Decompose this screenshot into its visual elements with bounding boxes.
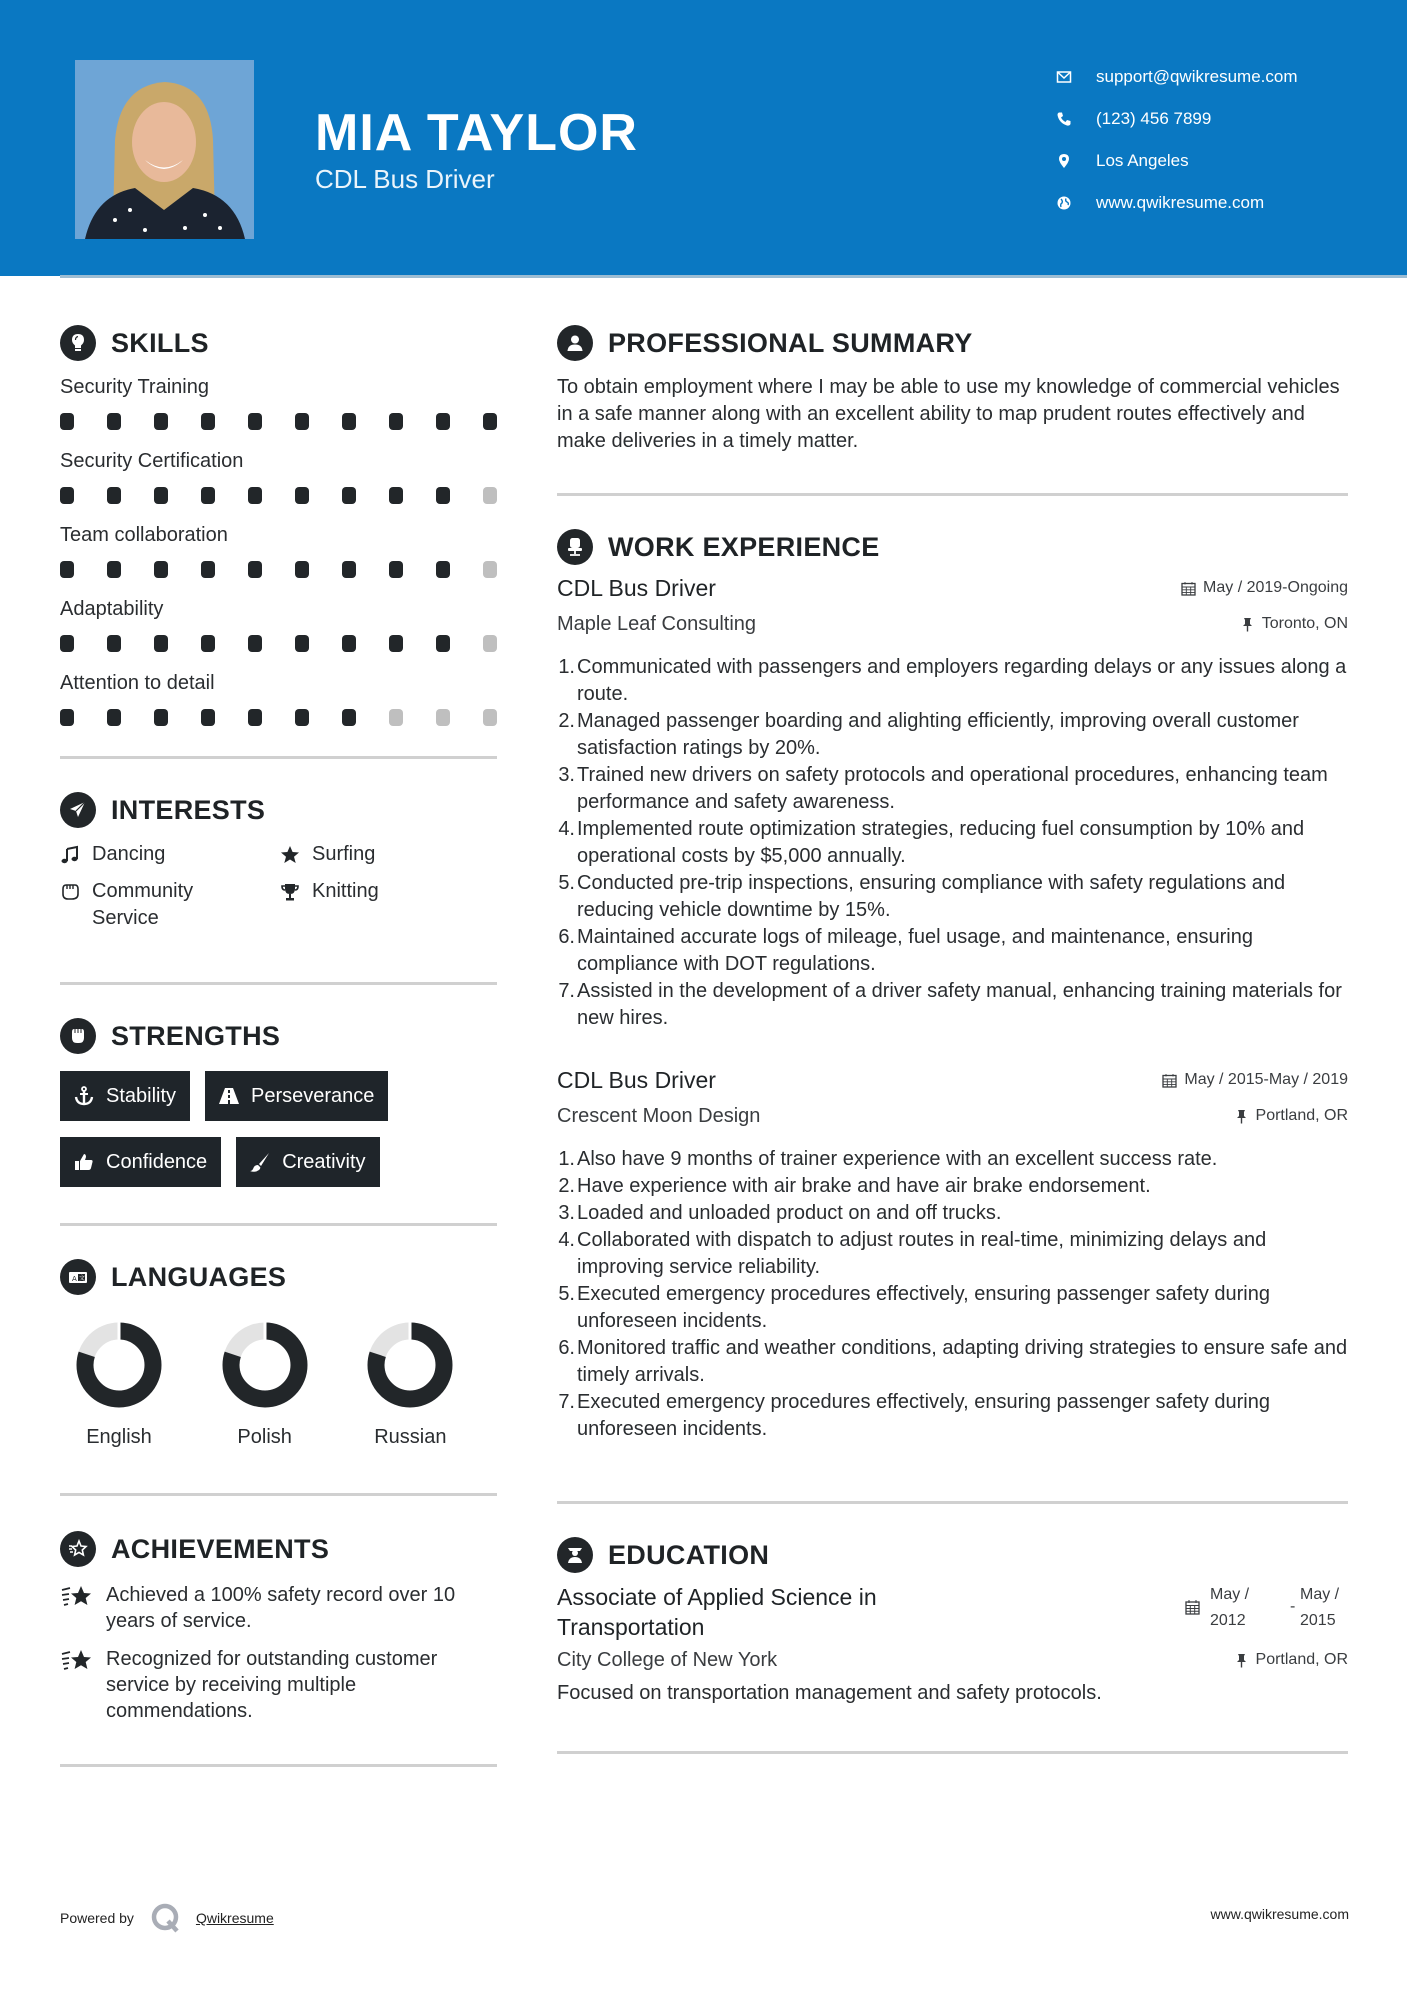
skill-item <box>60 594 497 662</box>
language-proficiency-ring <box>222 1322 308 1408</box>
rating-dot-filled <box>295 561 309 578</box>
skill-name: Adaptability <box>60 598 164 620</box>
end-date <box>1300 1582 1348 1634</box>
job-bullet-text: Monitored traffic and weather conditions, adapting driving strategies to ensure safe and timely arrivals. <box>577 1337 1348 1386</box>
translate-icon <box>60 1259 96 1295</box>
job-entry <box>557 570 1348 1032</box>
rating-dot-filled <box>154 709 168 726</box>
rating-dot-filled <box>107 487 121 504</box>
rating-dot-filled <box>60 709 74 726</box>
summary-section <box>557 320 1348 455</box>
interests-grid <box>60 841 497 932</box>
paper-plane-icon <box>60 792 96 828</box>
summary-heading <box>557 320 1348 366</box>
rating-dot-filled <box>342 487 356 504</box>
job-bullet-text: Trained new drivers on safety protocols and operational procedures, enhancing team performance and safety awareness. <box>577 764 1328 813</box>
section-divider <box>60 756 497 759</box>
rating-dot-filled <box>436 635 450 652</box>
job-bullet: 1. Also have 9 months of trainer experience with an excellent success rate. <box>557 1146 1348 1173</box>
svg-text:文: 文 <box>79 1275 86 1282</box>
rating-dot-filled <box>389 635 403 652</box>
degree-title: Associate of Applied Science in Transportation <box>557 1584 877 1640</box>
rating-dot-filled <box>201 561 215 578</box>
job-company-row <box>557 606 1348 642</box>
skill-item <box>60 520 497 588</box>
job-bullets <box>557 654 1348 1032</box>
right-column <box>557 320 1348 1754</box>
rating-dot-filled <box>107 413 121 430</box>
skill-rating <box>60 402 497 440</box>
contact-email[interactable] <box>1054 56 1298 98</box>
rating-dot-empty <box>483 561 497 578</box>
contact-phone-text: (123) 456 7899 <box>1096 109 1212 128</box>
job-bullet-text: Executed emergency procedures effectively, ensuring passenger safety during unforeseen incidents. <box>577 1391 1270 1440</box>
trophy-icon <box>280 878 302 905</box>
language-proficiency-ring <box>367 1322 453 1408</box>
strength-badge <box>60 1071 190 1121</box>
job-bullet: 4. Collaborated with dispatch to adjust routes in real-time, minimizing delays and improving service reliability. <box>557 1227 1348 1281</box>
job-bullet: 3. Trained new drivers on safety protocols and operational procedures, enhancing team performance and safety awareness. <box>557 762 1348 816</box>
experience-title: WORK EXPERIENCE <box>608 531 880 562</box>
strength-label: Stability <box>106 1084 177 1107</box>
job-bullet-text: Executed emergency procedures effectively, ensuring passenger safety during unforeseen incidents. <box>577 1283 1270 1332</box>
contact-website[interactable] <box>1054 182 1298 224</box>
contact-location-text: Los Angeles <box>1096 151 1189 170</box>
job-bullet: 6. Maintained accurate logs of mileage, fuel usage, and maintenance, ensuring compliance with DOT regulations. <box>557 924 1348 978</box>
education-dates <box>1185 1582 1348 1634</box>
footer-powered-by <box>60 1902 274 1934</box>
anchor-icon <box>72 1084 96 1108</box>
job-bullet: 7. Assisted in the development of a driver safety manual, enhancing training materials for new hires. <box>557 978 1348 1032</box>
job-bullet-text: Communicated with passengers and employers regarding delays or any issues along a route. <box>577 656 1347 705</box>
fist-icon <box>60 1018 96 1054</box>
job-list <box>557 570 1348 1443</box>
interests-title: INTERESTS <box>111 794 266 825</box>
interest-label: Knitting <box>312 880 379 902</box>
skill-name: Security Training <box>60 376 209 398</box>
school-name: City College of New York <box>557 1649 778 1671</box>
strengths-section <box>60 1013 497 1187</box>
rating-dot-filled <box>107 635 121 652</box>
job-bullet: 1. Communicated with passengers and employers regarding delays or any issues along a route. <box>557 654 1348 708</box>
svg-text:A: A <box>72 1275 77 1283</box>
achievement-text: Recognized for outstanding customer service by receiving multiple commendations. <box>106 1648 438 1722</box>
job-bullets <box>557 1146 1348 1443</box>
start-month: May / <box>1210 1586 1250 1603</box>
strengths-heading <box>60 1013 497 1059</box>
education-description: Focused on transportation management and safety protocols. <box>557 1682 1102 1704</box>
achievement-item <box>60 1582 497 1634</box>
contact-website-text: www.qwikresume.com <box>1096 193 1265 212</box>
strength-badge <box>236 1137 379 1187</box>
rating-dot-filled <box>295 487 309 504</box>
calendar-icon <box>1162 1073 1177 1088</box>
school-row <box>557 1642 1348 1678</box>
skills-list <box>60 372 497 736</box>
thumbs-up-icon <box>72 1150 96 1174</box>
rating-dot-filled <box>248 413 262 430</box>
rating-dot-filled <box>60 635 74 652</box>
language-item <box>351 1322 497 1449</box>
job-bullet-text: Managed passenger boarding and alighting efficiently, improving overall customer satisfaction ratings by 20%. <box>577 710 1299 759</box>
language-proficiency-ring <box>76 1322 162 1408</box>
interests-section <box>60 787 497 932</box>
rating-dot-filled <box>60 413 74 430</box>
experience-section <box>557 524 1348 1443</box>
rating-dot-filled <box>389 487 403 504</box>
job-bullet-text: Implemented route optimization strategies, reducing fuel consumption by 10% and operational costs by $5,000 annually. <box>577 818 1305 867</box>
contact-location <box>1054 140 1298 182</box>
rating-dot-filled <box>436 487 450 504</box>
qwikresume-logo-icon <box>150 1902 182 1934</box>
achievements-section <box>60 1526 497 1724</box>
strength-label: Creativity <box>282 1150 366 1173</box>
rating-dot-empty <box>483 709 497 726</box>
interest-label: Dancing <box>92 843 166 865</box>
job-location <box>1234 1107 1348 1125</box>
rating-dot-filled <box>248 635 262 652</box>
rating-dot-filled <box>389 413 403 430</box>
job-entry <box>557 1062 1348 1443</box>
job-bullet: 7. Executed emergency procedures effectively, ensuring passenger safety during unforeseen incidents. <box>557 1389 1348 1443</box>
job-title-row <box>557 570 1348 606</box>
interest-item <box>60 841 280 868</box>
achievement-text: Achieved a 100% safety record over 10 years of service. <box>106 1584 456 1632</box>
music-note-icon <box>60 841 82 868</box>
job-location <box>1240 615 1348 633</box>
job-bullet-text: Also have 9 months of trainer experience with an excellent success rate. <box>577 1148 1218 1170</box>
rating-dot-filled <box>107 709 121 726</box>
job-bullet: 2. Have experience with air brake and have air brake endorsement. <box>557 1173 1348 1200</box>
education-heading <box>557 1532 1348 1578</box>
school-location <box>1234 1651 1348 1669</box>
rating-dot-empty <box>483 635 497 652</box>
job-company-row <box>557 1098 1348 1134</box>
job-title: CDL Bus Driver <box>557 575 716 601</box>
skill-name: Team collaboration <box>60 524 228 546</box>
skill-item <box>60 668 497 736</box>
section-divider <box>60 1223 497 1226</box>
qwikresume-link[interactable]: Qwikresume <box>195 1910 274 1926</box>
job-dates-text: May / 2015-May / 2019 <box>1184 1071 1348 1088</box>
job-bullet-text: Assisted in the development of a driver safety manual, enhancing training materials for new hires. <box>577 980 1342 1029</box>
end-month: May / <box>1300 1586 1340 1603</box>
job-dates-text: May / 2019-Ongoing <box>1203 579 1348 596</box>
section-divider <box>557 1751 1348 1754</box>
office-chair-icon <box>557 529 593 565</box>
job-bullet-text: Conducted pre-trip inspections, ensuring compliance with safety regulations and reducing vehicle downtime by 15%. <box>577 872 1286 921</box>
section-divider <box>557 1501 1348 1504</box>
end-year: 2015 <box>1300 1612 1336 1629</box>
interest-label: Surfing <box>312 843 376 865</box>
language-name: English <box>86 1426 152 1448</box>
rating-dot-filled <box>201 635 215 652</box>
rating-dot-filled <box>248 561 262 578</box>
job-bullet: 2. Managed passenger boarding and alighting efficiently, improving overall customer satisfaction ratings by 20%. <box>557 708 1348 762</box>
skills-title: SKILLS <box>111 327 209 358</box>
education-section <box>557 1532 1348 1707</box>
pushpin-icon <box>1240 617 1255 632</box>
languages-title: LANGUAGES <box>111 1261 287 1292</box>
rating-dot-filled <box>248 709 262 726</box>
section-divider <box>557 493 1348 496</box>
language-item <box>206 1322 352 1449</box>
person-photo-icon <box>75 60 254 239</box>
skill-item <box>60 446 497 514</box>
footer-website[interactable]: www.qwikresume.com <box>1210 1906 1349 1922</box>
paintbrush-icon <box>248 1150 272 1174</box>
skills-heading <box>60 320 497 366</box>
section-divider <box>60 1493 497 1496</box>
job-bullet: 3. Loaded and unloaded product on and off trucks. <box>557 1200 1348 1227</box>
experience-heading <box>557 524 1348 570</box>
rating-dot-filled <box>201 487 215 504</box>
job-bullet: 5. Conducted pre-trip inspections, ensuring compliance with safety regulations and reducing vehicle downtime by 15%. <box>557 870 1348 924</box>
candidate-name: MIA TAYLOR <box>315 104 638 162</box>
rating-dot-filled <box>60 561 74 578</box>
achievements-title: ACHIEVEMENTS <box>111 1533 330 1564</box>
strength-label: Confidence <box>106 1150 208 1173</box>
job-bullet-text: Collaborated with dispatch to adjust routes in real-time, minimizing delays and improving service reliability. <box>577 1229 1267 1278</box>
rating-dot-filled <box>436 561 450 578</box>
interest-label: Community Service <box>92 880 194 929</box>
globe-icon <box>1054 193 1074 213</box>
section-divider <box>60 982 497 985</box>
rating-dot-filled <box>342 635 356 652</box>
skill-item <box>60 372 497 440</box>
interests-heading <box>60 787 497 833</box>
graduate-icon <box>557 1537 593 1573</box>
star-icon <box>280 841 302 868</box>
rating-dot-empty <box>436 709 450 726</box>
skill-rating <box>60 476 497 514</box>
rating-dot-filled <box>154 413 168 430</box>
language-list <box>60 1322 497 1449</box>
summary-text: To obtain employment where I may be able to use my knowledge of commercial vehicles in a safe manner along with an excellent ability to map prudent routes effectively and make deliveries in a timely matter. <box>557 376 1340 452</box>
language-name: Polish <box>237 1426 292 1448</box>
rating-dot-filled <box>295 635 309 652</box>
job-bullet-text: Loaded and unloaded product on and off trucks. <box>577 1202 1002 1224</box>
calendar-icon <box>1185 1598 1200 1616</box>
shooting-star-icon <box>60 1582 96 1610</box>
skill-name: Security Certification <box>60 450 244 472</box>
rating-dot-filled <box>342 709 356 726</box>
school-location-text: Portland, OR <box>1255 1651 1348 1668</box>
start-year: 2012 <box>1210 1612 1246 1629</box>
language-item <box>60 1322 206 1449</box>
rating-dot-filled <box>154 635 168 652</box>
interest-item <box>280 878 497 932</box>
strengths-title: STRENGTHS <box>111 1020 281 1051</box>
job-company: Crescent Moon Design <box>557 1105 761 1127</box>
job-bullet-text: Have experience with air brake and have air brake endorsement. <box>577 1175 1151 1197</box>
rating-dot-filled <box>295 709 309 726</box>
languages-section <box>60 1254 497 1449</box>
job-bullet: 4. Implemented route optimization strategies, reducing fuel consumption by 10% and operational costs by $5,000 annually. <box>557 816 1348 870</box>
skill-rating <box>60 698 497 736</box>
job-dates <box>1162 1071 1348 1089</box>
strength-badge <box>60 1137 221 1187</box>
strength-badge <box>205 1071 388 1121</box>
rating-dot-filled <box>483 413 497 430</box>
job-bullet-text: Maintained accurate logs of mileage, fuel usage, and maintenance, ensuring compliance with DOT regulations. <box>577 926 1253 975</box>
rating-dot-filled <box>436 413 450 430</box>
job-title: CDL Bus Driver <box>557 1067 716 1093</box>
summary-title: PROFESSIONAL SUMMARY <box>608 327 973 358</box>
skill-rating <box>60 550 497 588</box>
rating-dot-empty <box>389 709 403 726</box>
star-badge-icon <box>60 1531 96 1567</box>
achievements-heading <box>60 1526 497 1572</box>
lightbulb-icon <box>60 325 96 361</box>
language-name: Russian <box>374 1426 447 1448</box>
section-divider <box>60 1764 497 1767</box>
languages-heading <box>60 1254 497 1300</box>
interest-item <box>280 841 497 868</box>
rating-dot-filled <box>295 413 309 430</box>
user-icon <box>557 325 593 361</box>
skill-name: Attention to detail <box>60 672 215 694</box>
job-dates <box>1181 579 1348 597</box>
rating-dot-filled <box>154 561 168 578</box>
resume-header <box>0 0 1407 276</box>
job-bullet: 5. Executed emergency procedures effectively, ensuring passenger safety during unforeseen incidents. <box>557 1281 1348 1335</box>
rating-dot-filled <box>107 561 121 578</box>
job-location-text: Portland, OR <box>1255 1107 1348 1124</box>
powered-by-label: Powered by <box>60 1910 134 1926</box>
rating-dot-filled <box>342 413 356 430</box>
shooting-star-icon <box>60 1646 96 1674</box>
skill-rating <box>60 624 497 662</box>
interest-item <box>60 878 280 932</box>
map-pin-icon <box>1054 151 1074 171</box>
job-company: Maple Leaf Consulting <box>557 613 757 635</box>
strength-badges <box>60 1071 497 1187</box>
envelope-icon <box>1054 67 1074 87</box>
skills-section <box>60 320 497 736</box>
profile-photo <box>75 60 254 239</box>
contact-phone[interactable] <box>1054 98 1298 140</box>
hand-icon <box>60 878 82 905</box>
achievement-item <box>60 1646 497 1724</box>
pushpin-icon <box>1234 1653 1249 1668</box>
rating-dot-filled <box>248 487 262 504</box>
rating-dot-filled <box>154 487 168 504</box>
date-separator: - <box>1290 1598 1296 1615</box>
calendar-icon <box>1181 581 1196 596</box>
pushpin-icon <box>1234 1109 1249 1124</box>
education-row <box>557 1582 1348 1642</box>
job-title-row <box>557 1062 1348 1098</box>
job-location-text: Toronto, ON <box>1261 615 1348 632</box>
education-title: EDUCATION <box>608 1539 770 1570</box>
job-bullet: 6. Monitored traffic and weather conditions, adapting driving strategies to ensure safe and timely arrivals. <box>557 1335 1348 1389</box>
start-date <box>1210 1582 1290 1634</box>
contact-email-text: support@qwikresume.com <box>1096 67 1298 86</box>
strength-label: Perseverance <box>251 1084 375 1107</box>
contact-list <box>1054 56 1298 224</box>
rating-dot-filled <box>389 561 403 578</box>
rating-dot-filled <box>201 709 215 726</box>
phone-icon <box>1054 109 1074 129</box>
rating-dot-filled <box>342 561 356 578</box>
rating-dot-empty <box>483 487 497 504</box>
candidate-title: CDL Bus Driver <box>315 164 495 194</box>
road-icon <box>217 1084 241 1108</box>
rating-dot-filled <box>60 487 74 504</box>
left-column <box>60 320 497 1767</box>
header-divider <box>60 275 1407 278</box>
rating-dot-filled <box>201 413 215 430</box>
